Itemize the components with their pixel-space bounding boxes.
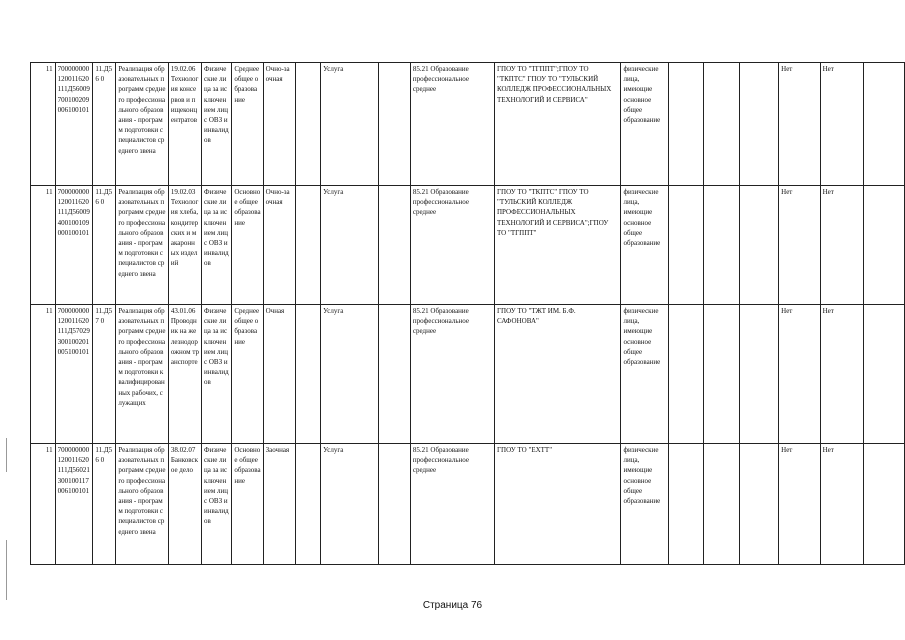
empty-cell — [295, 444, 320, 565]
table-row — [31, 63, 905, 186]
okved-code: 85.21 Образование профессиональное среднее — [410, 444, 494, 565]
empty-cell — [739, 305, 778, 444]
registry-code: 700000000 120011620 111Д56009 400100109 000100101 — [55, 186, 93, 305]
empty-cell — [295, 305, 320, 444]
table-row — [31, 444, 905, 565]
consumer-category: Физические лица за исключением лиц с ОВЗ и инвалидов — [201, 305, 231, 444]
education-level: Основное общее образование — [232, 444, 263, 565]
empty-cell — [739, 186, 778, 305]
consumer-category: Физические лица за исключением лиц с ОВЗ и инвалидов — [201, 186, 231, 305]
empty-cell — [739, 444, 778, 565]
education-level: Среднее общее образование — [232, 305, 263, 444]
service-subcode: 11.Д57 0 — [93, 305, 116, 444]
empty-cell — [703, 186, 739, 305]
empty-cell — [863, 63, 904, 186]
row-number: 11 — [31, 63, 56, 186]
page-number: Страница 76 — [422, 600, 483, 611]
work-type: Услуга — [321, 444, 379, 565]
specialty: 19.02.03 Технология хлеба, кондитерских и макаронных изделий — [168, 186, 201, 305]
empty-cell — [863, 305, 904, 444]
flag-cell: Нет — [779, 444, 820, 565]
registry-table — [30, 62, 905, 565]
work-type: Услуга — [321, 305, 379, 444]
consumer-category: Физические лица за исключением лиц с ОВЗ и инвалидов — [201, 444, 231, 565]
institutions: ГПОУ ТО "ТЖТ ИМ. Б.Ф. САФОНОВА" — [495, 305, 621, 444]
work-type: Услуга — [321, 63, 379, 186]
consumers: физические лица, имеющие основное общее образование — [621, 305, 669, 444]
service-name: Реализация образовательных программ среднего профессионального образования - программ подготовки специалистов среднего звена — [116, 186, 169, 305]
specialty: 19.02.06 Технология консервов и пищеконцентратов — [168, 63, 201, 186]
study-form: Очно-заочная — [263, 63, 295, 186]
empty-cell — [668, 63, 703, 186]
consumers: физические лица, имеющие основное общее образование — [621, 186, 669, 305]
empty-cell — [379, 186, 411, 305]
study-form: Очная — [263, 305, 295, 444]
institutions: ГПОУ ТО "ТГППТ";ГПОУ ТО "ТКПТС" ГПОУ ТО "ТУЛЬСКИЙ КОЛЛЕДЖ ПРОФЕССИОНАЛЬНЫХ ТЕХНОЛОГИЙ И СЕРВИСА" — [495, 63, 621, 186]
service-name: Реализация образовательных программ среднего профессионального образования - программ подготовки специалистов среднего звена — [116, 444, 169, 565]
study-form: Очно-заочная — [263, 186, 295, 305]
flag-cell: Нет — [820, 186, 863, 305]
service-subcode: 11.Д56 0 — [93, 63, 116, 186]
left-margin-mark — [6, 540, 7, 600]
empty-cell — [668, 444, 703, 565]
consumers: физические лица, имеющие основное общее образование — [621, 63, 669, 186]
service-subcode: 11.Д56 0 — [93, 186, 116, 305]
flag-cell: Нет — [779, 305, 820, 444]
empty-cell — [863, 444, 904, 565]
empty-cell — [295, 186, 320, 305]
institutions: ГПОУ ТО "ЕХТТ" — [495, 444, 621, 565]
flag-cell: Нет — [820, 444, 863, 565]
consumers: физические лица, имеющие основное общее образование — [621, 444, 669, 565]
empty-cell — [379, 305, 411, 444]
flag-cell: Нет — [779, 63, 820, 186]
empty-cell — [379, 444, 411, 565]
empty-cell — [703, 444, 739, 565]
flag-cell: Нет — [820, 305, 863, 444]
registry-code: 700000000 120011620 111Д56009 700100209 006100101 — [55, 63, 93, 186]
service-subcode: 11.Д56 0 — [93, 444, 116, 565]
okved-code: 85.21 Образование профессиональное среднее — [410, 186, 494, 305]
okved-code: 85.21 Образование профессиональное среднее — [410, 305, 494, 444]
study-form: Заочная — [263, 444, 295, 565]
flag-cell: Нет — [779, 186, 820, 305]
table-row — [31, 305, 905, 444]
registry-code: 700000000 120011620 111Д57029 300100201 005100101 — [55, 305, 93, 444]
empty-cell — [703, 63, 739, 186]
empty-cell — [863, 186, 904, 305]
education-level: Основное общее образование — [232, 186, 263, 305]
left-margin-mark — [6, 438, 7, 472]
empty-cell — [668, 186, 703, 305]
specialty: 38.02.07 Банковское дело — [168, 444, 201, 565]
empty-cell — [739, 63, 778, 186]
institutions: ГПОУ ТО "ТКПТС" ГПОУ ТО "ТУЛЬСКИЙ КОЛЛЕДЖ ПРОФЕССИОНАЛЬНЫХ ТЕХНОЛОГИЙ И СЕРВИСА";ГПОУ ТО "ТГППТ" — [495, 186, 621, 305]
empty-cell — [703, 305, 739, 444]
row-number: 11 — [31, 305, 56, 444]
consumer-category: Физические лица за исключением лиц с ОВЗ и инвалидов — [201, 63, 231, 186]
specialty: 43.01.06 Проводник на железнодорожном транспорте — [168, 305, 201, 444]
empty-cell — [295, 63, 320, 186]
registry-code: 700000000 120011620 111Д56021 300100117 006100101 — [55, 444, 93, 565]
service-name: Реализация образовательных программ среднего профессионального образования - программ подготовки специалистов среднего звена — [116, 63, 169, 186]
education-level: Среднее общее образование — [232, 63, 263, 186]
row-number: 11 — [31, 444, 56, 565]
flag-cell: Нет — [820, 63, 863, 186]
row-number: 11 — [31, 186, 56, 305]
service-name: Реализация образовательных программ среднего профессионального образования - программ подготовки квалифицированных рабочих, служащих — [116, 305, 169, 444]
empty-cell — [379, 63, 411, 186]
empty-cell — [668, 305, 703, 444]
table-row — [31, 186, 905, 305]
work-type: Услуга — [321, 186, 379, 305]
okved-code: 85.21 Образование профессиональное среднее — [410, 63, 494, 186]
